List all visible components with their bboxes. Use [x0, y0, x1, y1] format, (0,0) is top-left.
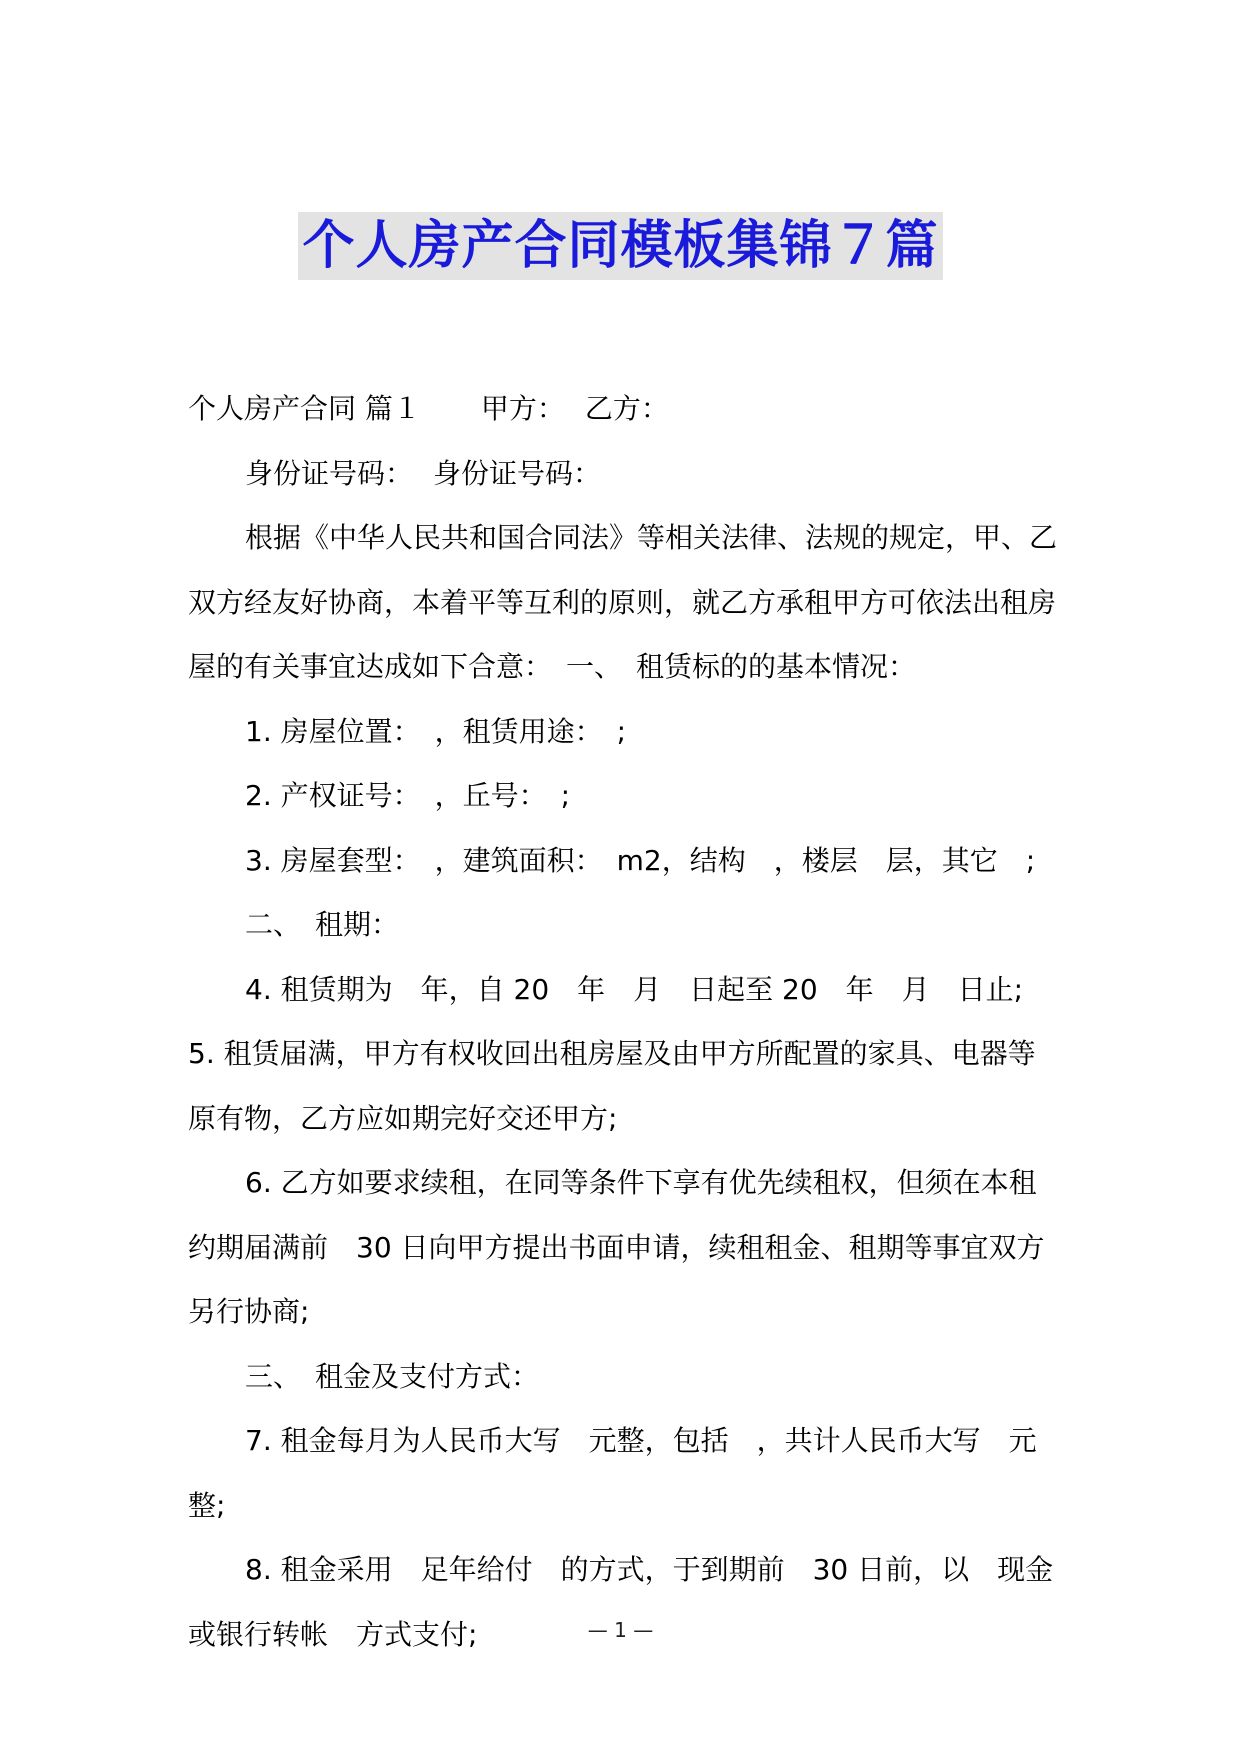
clause-4-5: 4. 租赁期为 年，自 20 年 月 日起至 20 年 月 日止; 5. 租赁届满，甲方有权收回出租房屋及由甲方所配置的家具、电器等原有物，乙方应如期完好交还甲方;: [188, 972, 1036, 1135]
clause-3: 3. 房屋套型： ，建筑面积： m2，结构 ，楼层 层，其它 ;: [245, 843, 1036, 877]
clause-7: 7. 租金每月为人民币大写 元整，包括 ，共计人民币大写 元整;: [188, 1424, 1037, 1522]
id-number-line: [188, 442, 1058, 507]
section-heading-rent: 三、 租金及支付方式：: [245, 1359, 540, 1393]
clause-2: 2. 产权证号： ，丘号： ;: [245, 779, 571, 812]
document-title: 个人房产合同模板集锦７篇: [298, 212, 942, 280]
document-body: [188, 377, 1058, 1667]
intro-line: [188, 377, 1058, 442]
party-a-label: 甲方：: [480, 392, 565, 425]
section-heading-term: 二、 租期：: [245, 908, 400, 941]
paragraph-preamble: 根据《中华人民共和国合同法》等相关法律、法规的规定，甲、乙双方经友好协商，本着平等互利的原则，就乙方承租甲方可依法出租房屋的有关事宜达成如下合意： 一、 租赁标的的基本情况：: [188, 521, 1058, 683]
clause-6: 6. 乙方如要求续租，在同等条件下享有优先续租权，但须在本租约期届满前 30 日向甲方提出书面申请，续租租金、租期等事宜双方另行协商;: [188, 1166, 1045, 1328]
party-a-id-label: 身份证号码：: [245, 456, 414, 490]
party-b-id-label: 身份证号码：: [433, 456, 602, 490]
page-number: — 1 —: [587, 1618, 654, 1642]
contract-heading: 个人房产合同 篇１: [188, 392, 421, 425]
clause-8: 8. 租金采用 足年给付 的方式，于到期前 30 日前，以 现金或银行转帐 方式支付;: [188, 1553, 1054, 1651]
clause-1: 1. 房屋位置： ，租赁用途： ;: [245, 714, 627, 748]
title-container: [0, 212, 1241, 280]
party-b-label: 乙方：: [584, 392, 669, 425]
